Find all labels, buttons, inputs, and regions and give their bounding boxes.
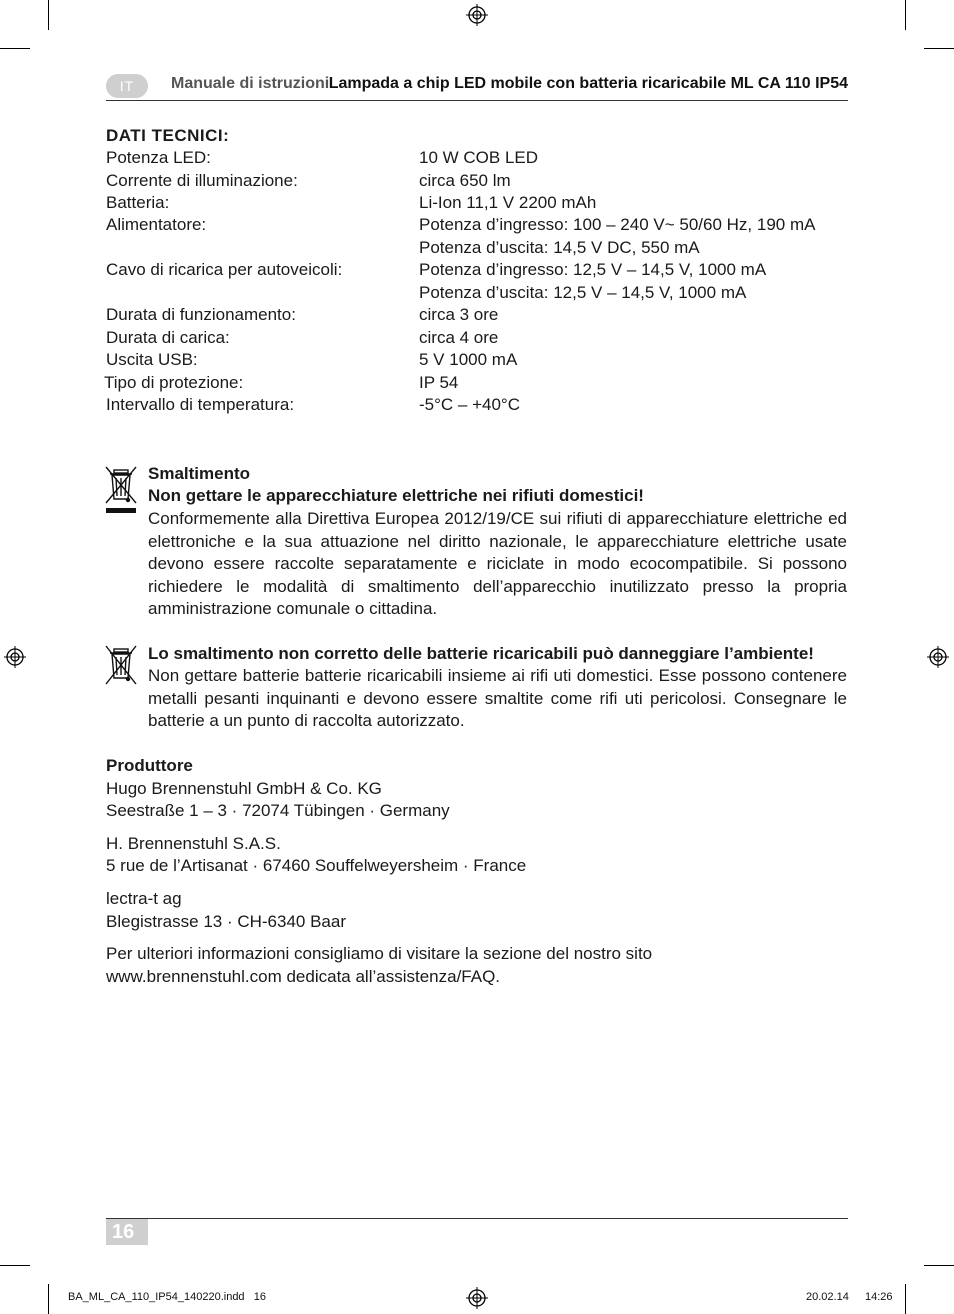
spec-row (106, 260, 848, 283)
crop-mark (905, 0, 906, 30)
spec-value: Potenza d’ingresso: 12,5 V – 14,5 V, 1000 mA (419, 260, 767, 279)
print-date: 20.02.14 (806, 1291, 849, 1303)
company-name: H. Brennenstuhl S.A.S. (106, 834, 281, 853)
company-name: Hugo Brennenstuhl GmbH & Co. KG (106, 779, 382, 798)
spec-label: Intervallo di temperatura: (106, 395, 295, 414)
spec-row (106, 148, 848, 171)
spec-row (106, 283, 848, 306)
file-name: BA_ML_CA_110_IP54_140220.indd 16 (68, 1291, 266, 1303)
spec-label: Corrente di illuminazione: (106, 171, 298, 190)
crop-mark (924, 1265, 954, 1266)
crossed-out-bin-icon (104, 642, 138, 686)
spec-row (106, 328, 848, 351)
spec-label: Durata di carica: (106, 328, 230, 347)
language-badge: IT (106, 74, 148, 98)
spec-value: 10 W COB LED (419, 148, 539, 167)
spec-row (106, 373, 848, 396)
crossed-out-bin-icon (104, 463, 138, 513)
crop-mark (905, 1284, 906, 1314)
spec-row (106, 193, 848, 216)
registration-mark-icon (4, 646, 26, 668)
manual-label: Manuale di istruzioni (171, 75, 330, 92)
spec-row (106, 215, 848, 238)
spec-value: Li-Ion 11,1 V 2200 mAh (419, 193, 597, 212)
spec-row (106, 395, 848, 418)
footer-divider (106, 1218, 848, 1219)
registration-mark-icon (466, 4, 488, 26)
company-address: Blegistrasse 13 · CH-6340 Baar (106, 912, 347, 931)
spec-value: 5 V 1000 mA (419, 350, 518, 369)
disposal-warning: Non gettare le apparecchiature elettriche nei rifiuti domestici! (148, 486, 644, 505)
spec-value: IP 54 (419, 373, 459, 392)
spec-value: Potenza d’uscita: 12,5 V – 14,5 V, 1000 mA (419, 283, 747, 302)
spec-row (106, 305, 848, 328)
crop-mark (0, 1265, 30, 1266)
spec-value: circa 650 lm (419, 171, 511, 190)
spec-label: Potenza LED: (106, 148, 211, 167)
crop-mark (924, 48, 954, 49)
registration-mark-icon (466, 1287, 488, 1309)
spec-row (106, 171, 848, 194)
spec-label: Durata di funzionamento: (106, 305, 296, 324)
spec-value: Potenza d’uscita: 14,5 V DC, 550 mA (419, 238, 700, 257)
company-address: 5 rue de l’Artisanat · 67460 Souffelweyersheim · France (106, 856, 527, 875)
page-number: 16 (106, 1219, 148, 1245)
spec-label: Alimentatore: (106, 215, 207, 234)
spec-label: Uscita USB: (106, 350, 198, 369)
disposal-title: Smaltimento (148, 464, 251, 483)
disposal-text: Conformemente alla Direttiva Europea 2012/19/CE sui rifiuti di apparecchiature elettriche ed elettroniche e la sua attuazione nel diritto nazionale, le apparecchiature elettriche usate devono essere raccolte separatamente e riciclate in modo ecocompatibile. Si possono richiedere le modalità di smaltimento dell’apparecchio inutilizzato presso la propria amministrazione comunale o cittadina. (148, 509, 847, 618)
registration-mark-icon (927, 646, 949, 668)
crop-mark (0, 48, 30, 49)
spec-value: Potenza d’ingresso: 100 – 240 V~ 50/60 Hz, 190 mA (419, 215, 816, 234)
company-address: Seestraße 1 – 3 · 72074 Tübingen · Germany (106, 801, 450, 820)
spec-label: Batteria: (106, 193, 170, 212)
battery-text: Non gettare batterie batterie ricaricabili insieme ai rifi uti domestici. Esse possono contenere metalli pesanti inquinanti e devono essere smaltite come rifi uti pericolosi. Consegnare le batterie a un punto di raccolta autorizzato. (148, 666, 847, 730)
spec-label: Cavo di ricarica per autoveicoli: (106, 260, 343, 279)
crop-mark (48, 1284, 49, 1314)
crop-mark (48, 0, 49, 30)
info-text: Per ulteriori informazioni consigliamo di visitare la sezione del nostro sito (106, 944, 653, 963)
info-text: www.brennenstuhl.com dedicata all’assistenza/FAQ. (106, 967, 501, 986)
product-title: Lampada a chip LED mobile con batteria ricaricabile ML CA 110 IP54 (328, 75, 848, 92)
specs-heading: DATI TECNICI: (106, 126, 230, 145)
spec-row (106, 238, 848, 261)
battery-warning: Lo smaltimento non corretto delle batterie ricaricabili può danneggiare l’ambiente! (148, 644, 814, 663)
spec-value: circa 3 ore (419, 305, 499, 324)
spec-row (106, 350, 848, 373)
print-time: 14:26 (865, 1291, 893, 1303)
company-name: lectra-t ag (106, 889, 182, 908)
spec-value: circa 4 ore (419, 328, 499, 347)
manufacturer-heading: Produttore (106, 756, 193, 775)
spec-label: Tipo di protezione: (104, 373, 244, 392)
header-divider (106, 100, 848, 101)
spec-value: -5°C – +40°C (419, 395, 521, 414)
